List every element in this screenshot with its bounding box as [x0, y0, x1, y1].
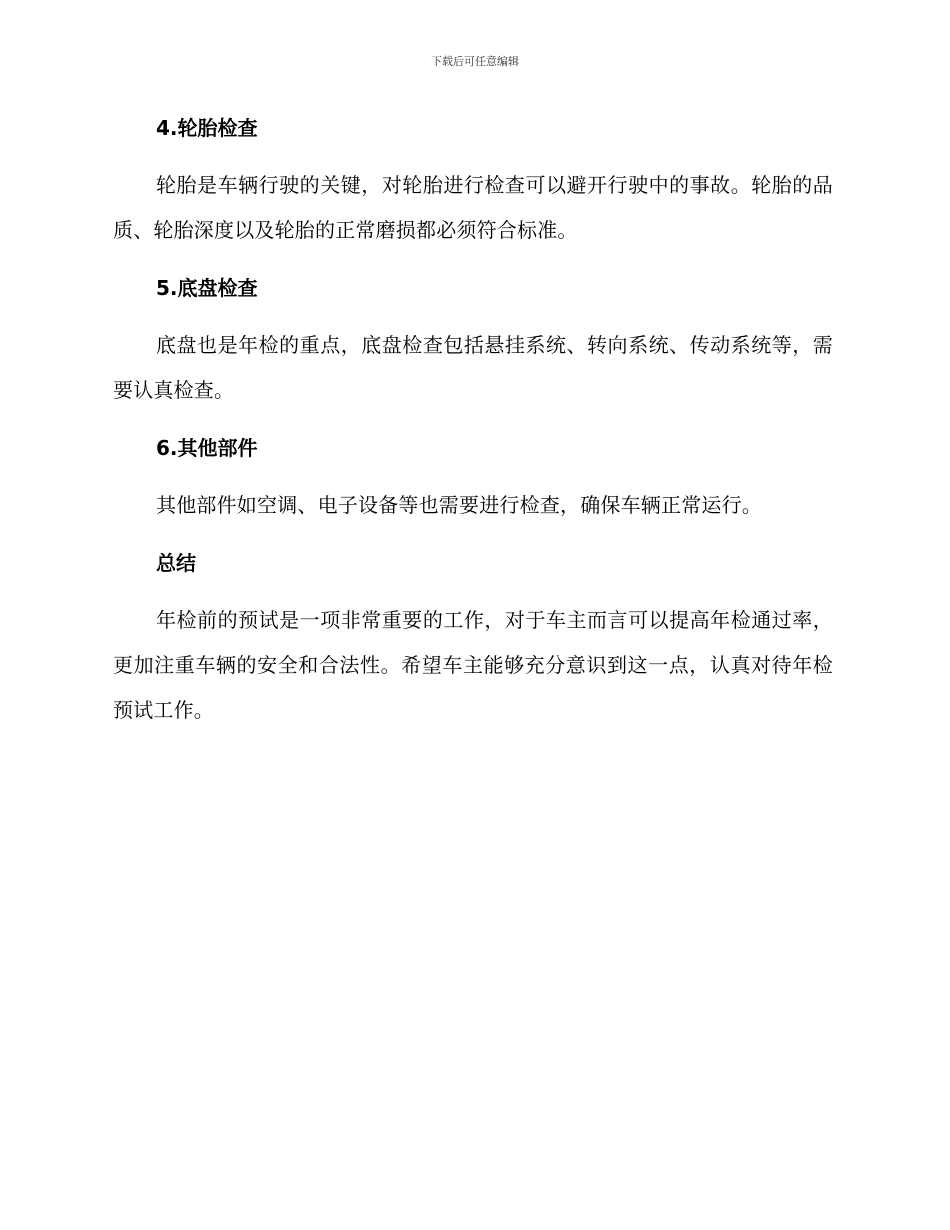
section-heading-tire-check: 4.轮胎检查 [156, 116, 258, 140]
section-paragraph-chassis-check: 底盘也是年检的重点，底盘检查包括悬挂系统、转向系统、传动系统等，需要认真检查。 [113, 333, 833, 402]
section-paragraph-other-parts: 其他部件如空调、电子设备等也需要进行检查，确保车辆正常运行。 [156, 493, 762, 517]
section-heading-chassis-check: 5.底盘检查 [156, 276, 258, 300]
section-heading-other-parts: 6.其他部件 [156, 436, 258, 460]
document-body [113, 112, 833, 733]
page-header: 下载后可任意编辑 [431, 55, 519, 68]
section-paragraph-tire-check: 轮胎是车辆行驶的关键，对轮胎进行检查可以避开行驶中的事故。轮胎的品质、轮胎深度以及轮胎的正常磨损都必须符合标准。 [113, 173, 833, 242]
section-paragraph-summary: 年检前的预试是一项非常重要的工作，对于车主而言可以提高年检通过率，更加注重车辆的安全和合法性。希望车主能够充分意识到这一点，认真对待年检预试工作。 [113, 608, 833, 722]
section-heading-summary: 总结 [156, 551, 196, 575]
